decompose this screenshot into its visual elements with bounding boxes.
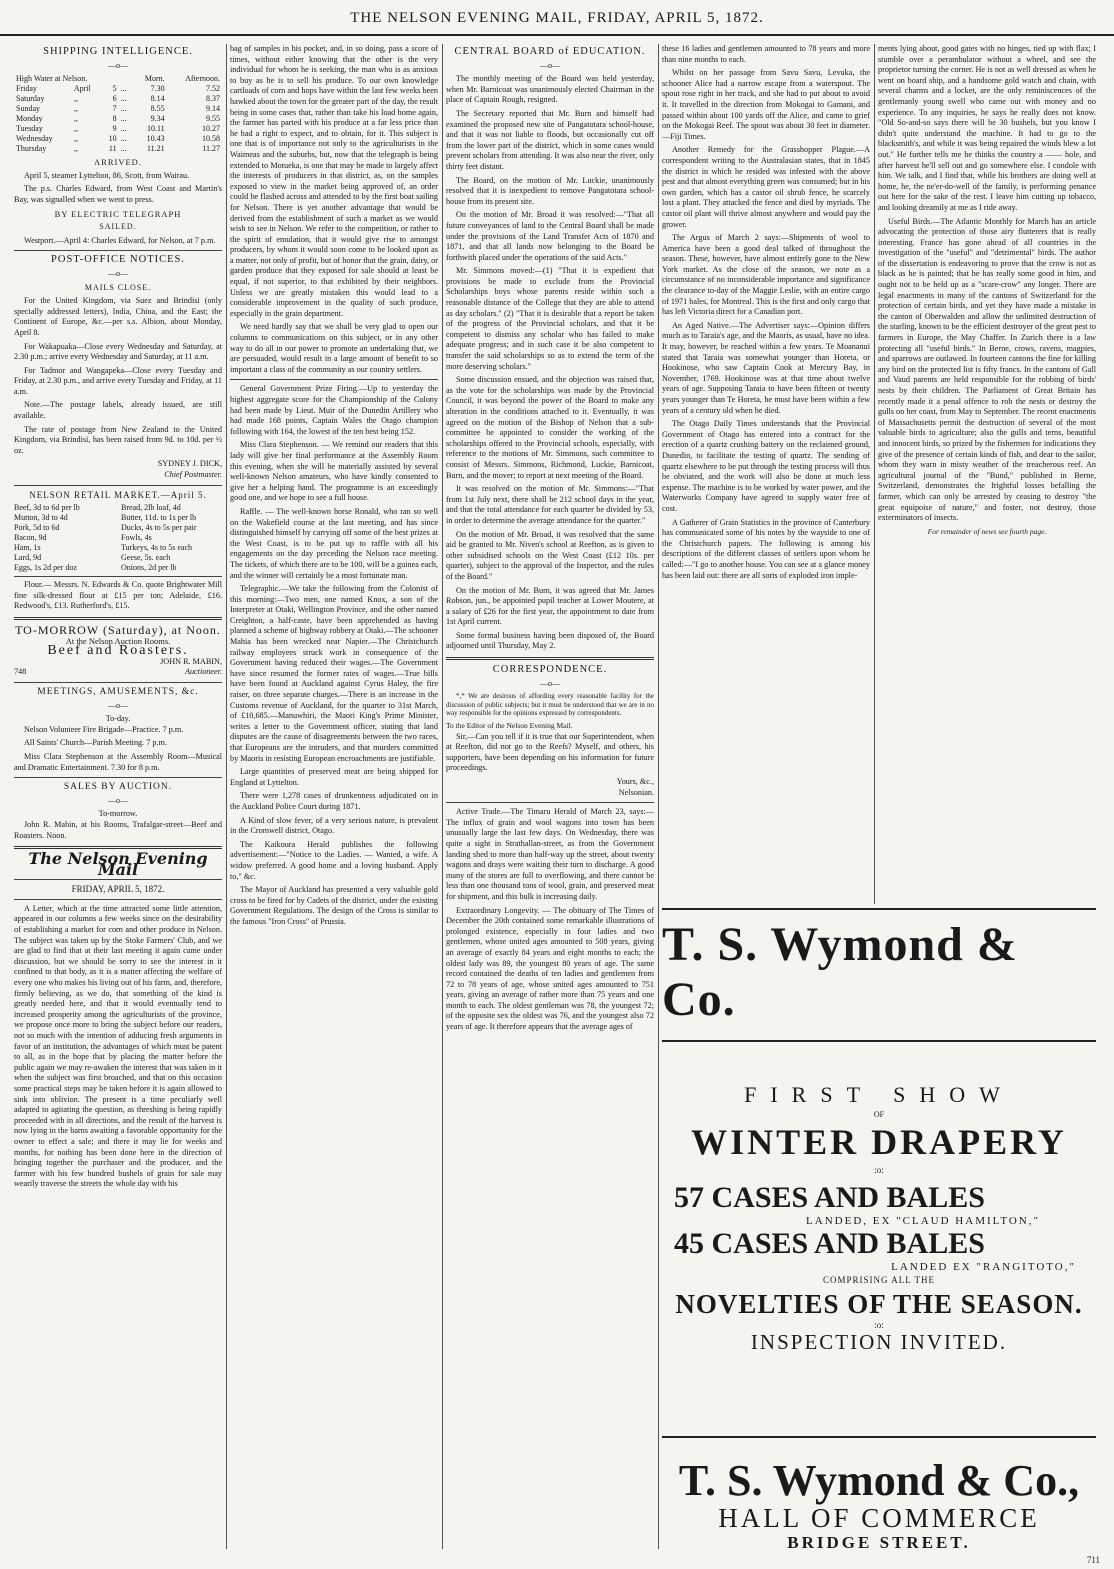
news-item: Useful Birds.—The Atlantic Monthly for March has an article advocating the protection of those airy flutterers that is really interesting. France has gone ahead of all countries in the investigation of the "useful" and "detrimental" birds. The author of the dissertation is endeavoring to prove that the crow is not as black as he is painted; that he has really some good in him, and ought not to be held up as a "scare-crow" any longer. There are legal enactments in many of the cantons of Switzerland for the protection of certain birds, and yet they have made a mistake in the canton of Oberwalden and allow the unlimited destruction of the starling, known to be the efficient destroyer of the great pest to farmers in Europe, the May Chaffer. In Zurich there is a law protecting all "useful birds." In Berne, crows, ravens, magpies, and sparrows are outlawed. In fourteen cantons the fine for killing any bird on the protected list is fifty francs. In the cantons of Gall and Vaud parents are held responsible for the robbing of birds' nests by their children. The Parliament of Great Britain has recently made it a penal offence to rob the nests or destroy the gulls on her coast, from May to September. The recent enactments of Massachusetts permit the destruction of several of the most valuable birds to agriculture; also the gulls and terns, beautiful and innocent birds, so prized by the fishermen for indications they give of the presence of certain kinds of fish, and dear to the sailor, whom they warn in misty weather of the treacherous reef. An agricultural journal of the "Bund," published in Berne, Switzerland, demonstrates the frightful losses befalling the farmer, which can only be arrested by ceasing to destroy "the great equipoise of nature," and foster, not destroy, those exterminators of insects.: [878, 216, 1096, 523]
column-rule: [874, 44, 875, 904]
news-item: Miss Clara Stephenson. — We remind our readers that this lady will give her final performance at the Assembly Room this evening, when she will be materially assisted by several well-known Nelson amateurs, who have kindly consented to give her a helping hand. The programme is an exceedingly good one, and we hope to see a full house.: [230, 440, 438, 503]
shipping-title: SHIPPING INTELLIGENCE.: [43, 46, 193, 57]
news-item: A Gatherer of Grain Statistics in the province of Canterbury has communicated some of his notes by the wayside to one of the Christchurch papers. The following is among his descriptions of the different classes of settlers upon whom he called:—"I go to another house. You can see at a glance money has been laid out: there are all sorts of exploded iron imple-: [662, 517, 870, 580]
market-item: Bread, 2lb loaf, 4d: [121, 503, 181, 513]
news-item: ments lying about, good gates with no hinges, tied up with flax; I stumble over a perambulator without a wheel, and see the proprietor turning the corner. He is not as well dressed as when he went on board ship, and a handsome gold watch and chain, with several charms and a locket, are the only reminiscences of the gentlemanly young swell who came out with money and no experience. To any inquiries, he says he really does not know. "Old So-and-so says there will be 30 bushels, but you know I didn't quite understand the machine. It had to go to the blacksmith's, and while it was being repaired the winds blew a lot out." He further tells me he thinks the country a —— hole, and after harvest he'll sell out and go somewhere else. I condole with him. We talk, and I find that, while his brothers are doing well at home, he, the ne'er-do-well of the family, is performing penance out here for the sake of the rest. I leave him cutting up tobacco, and looking dreamily at me as I ride away.: [878, 44, 1096, 212]
market-item: Ham, 1s: [14, 543, 41, 553]
ad-separator: :o:: [874, 1320, 884, 1330]
market-prices: [14, 503, 222, 577]
editorial-paragraph: bag of samples in his pocket, and, in so doing, pass a score of times, without either knowing that the other is the very individual for whom he is seeking, the man who is as anxious to buy as he is to sell his produce. To our own knowledge cartloads of corn and hops have within the last few weeks been hawked about the town for the greater part of the day, the result being in some cases that, rather than take his load home again, the farmer has parted with his produce at a far less price than he had a right to expect, and to obtain, for it. This subject is one that is of importance not only to the agriculturists in the Waimeas and the suburbs, but, now that the telegraph is being extended to Motueka, is one that may be made to largely affect the interests of producers in that district, as, on the samples exposed to view in the market being approved of, an order could be flashed across and attended to by the first boat sailing for Nelson. There is yet another advantage that would be derived from the establishment of such a market as we would wish to see in Nelson. We refer to the competition, or rather to the spirit of emulation, that it would give rise to amongst producers, by whom it would soon come to be looked upon as a matter, not only of profit, but of honor that the grain, dairy, or garden produce that they exposed for sale should at least be equal, if not superior, to that exhibited by their neighbors. Unless we are greatly mistaken this would lead to a considerable improvement in the quality of such produce, especially in the grain department.: [230, 44, 438, 318]
news-item: An Aged Native.—The Advertiser says:—Opinion differs much as to Taraia's age, and the Maoris, as usual, have no idea. It may, however, be reached within a few years. Te Moananui stated that Taraia was somewhat younger than Horeta, or Hookinose, who saw Captain Cook at Mercury Bay, in November, 1769. Hookinose was at that time about twelve years of age. Supposing Taraia to have been fifteen or twenty years younger than Te Horeta, he must have been within a few years of a century old when he died.: [662, 320, 870, 415]
news-item: Telegraphic.—We take the following from the Colonist of this morning:—Two men, one named Knox, a son of the Interpreter at Otaki, Wellington Province, and the other named Creighton, a half-caste, have been apprehended as having planned a scheme of highway robbery at Otaki.—The schooner Mahia has been wrecked near Napier.—The Christchurch railway employees struck work in consequence of the Government having reduced their wages.—The Government have since resumed the former rates of wages.—True bills have been found at Auckland against Cyrus Haley, the fire raiser, on three separate charges.—There is an increase in the Customs revenue of Auckland, for the quarter to 31st March, of £10,685.—Manuwhiri, the Maori King's Prime Minister, writes a letter to the Government officer, stating that land disputes are the cause of disagreements between the two races, that Europeans are the intruders, and that murders committed by Maoris in resisting European encroachments are justifiable.: [230, 584, 438, 763]
board-paragraph: Some formal business having been disposed of, the Board adjourned until Thursday, May 2.: [446, 630, 654, 651]
auction-footer: [14, 667, 222, 678]
tide-table: [14, 74, 222, 154]
divider: [14, 899, 222, 900]
separator: —o—: [540, 60, 560, 70]
board-paragraph: On the motion of Mr. Broad, it was resolved that the same aid be granted to Mr. Niven's school at Reefton, as is given to other subsidised schools on the West Coast (£12 10s. per quarter), subject to the approval of the Inspector, and the rules of the Board.": [446, 529, 654, 581]
column-rule: [442, 44, 443, 1549]
charles-edward-text: The p.s. Charles Edward, from West Coast and Martin's Bay, was signalled when we went to press.: [14, 184, 222, 204]
market-right: [121, 503, 222, 573]
tide-row: Monday ,, 8 ... 9.34 9.55: [16, 114, 220, 124]
news-item: The Kaikoura Herald publishes the following advertisement:—"Notice to the Ladies. — Wanted, a wife. A widow preferred. A good home and a loving husband. Apply to," &c.: [230, 839, 438, 881]
news-item: A Kind of slow fever, of a very serious nature, is prevalent in the Cromwell district, Otago.: [230, 815, 438, 836]
board-paragraph: The Board, on the motion of Mr. Luckie, unanimously resolved that it is inexpedient to remove Pangatotara school-house from its present site.: [446, 175, 654, 206]
board-paragraph: Some discussion ensued, and the objection was raised that, as the vote for the scholarships was made by the Provincial Council, it was beyond the power of the Board to make any alteration in the conditions attached to it. Eventually, it was agreed on the motion of the Bishop of Nelson that a sub-committee be appointed to consider the working of the scholarships offered to the Provincial schools, especially, with reference to the motions of Mr. Simmons, such committee to consist of Messrs. Simmons, Richmond, Luckie, Barnicoat, Burn, and the mover; to report at next meeting of the Board.: [446, 375, 654, 480]
board-paragraph: Mr. Simmons moved:—(1) "That it is expedient that provisions be made to exclude from the Provincial Scholarships boys whose parents reside within such a reasonable distance of the College that they are able to attend as day scholars." (2) "That it is desirable that a report be taken of the progress of the Provincial scholars, and that it be competent to dismiss any scholar who has failed to make adequate progress; and in such case it be also competent to transfer the said scholarships so as to extend the term of the more deserving scholars.": [446, 266, 654, 371]
sales-title: SALES BY AUCTION.: [63, 782, 173, 793]
separator: —o—: [108, 60, 128, 70]
market-item: Geese, 5s. each: [121, 553, 171, 563]
correspondence-to: To the Editor of the Nelson Evening Mail.: [446, 721, 573, 731]
market-item: Turkeys, 4s to 5s each: [121, 543, 193, 553]
tide-header-label: High Water at Nelson.: [16, 74, 88, 84]
tide-row: Sunday ,, 7 ... 8.55 9.14: [16, 104, 220, 114]
news-item: There were 1,278 cases of drunkenness adjudicated on in the Auckland Police Court during 1871.: [230, 791, 438, 811]
of-label: OF: [873, 1110, 885, 1119]
auction-tomorrow: TO-MORROW (Saturday), at Noon.: [15, 623, 221, 637]
tide-row: Tuesday ,, 9 ... 10.11 10.27: [16, 124, 220, 134]
auction-rooms: At the Nelson Auction Rooms.: [65, 635, 171, 646]
sale-item: John R. Mabin, at his Rooms, Trafalgar-street—Beef and Roasters. Noon.: [14, 819, 222, 840]
meeting-item: Nelson Volunteer Fire Brigade—Practice. 7 p.m.: [24, 724, 184, 734]
board-paragraph: The monthly meeting of the Board was held yesterday, when Mr. Barnicoat was unanimously elected Chairman in the place of Captain Rough, resigned.: [446, 74, 654, 105]
column-3: [446, 44, 654, 1549]
flour-quote: Flour.— Messrs. N. Edwards & Co. quote Brightwater Mill fine silk-dressed flour at £15 per ton; Adelaide, £16. Redwood's, £13. Rutherford's, £15.: [14, 580, 222, 611]
tide-row: Friday April 5 ... 7.30 7.52: [16, 84, 220, 94]
post-notice: For the United Kingdom, via Suez and Brindisi (only specially addressed letters), India, China, and the East; the Continent of Europe, &c.—per s.s. Albion, about Monday, April 8.: [14, 296, 222, 337]
correspondence-title: CORRESPONDENCE.: [492, 664, 608, 676]
separator: —o—: [540, 678, 560, 688]
board-paragraph: On the motion of Mr. Burn, it was agreed that Mr. James Robson, jun., be appointed pupil teacher at Lower Moutere, at a salary of £26 for the first year, the appointment to date from 1st April current.: [446, 585, 654, 627]
wymond-address-ad: [662, 1436, 1096, 1550]
cases-57: 57 CASES AND BALES: [674, 1181, 985, 1214]
column-rule: [226, 44, 227, 1549]
auctioneer-role: Auctioneer.: [184, 667, 222, 677]
tide-header-morn: Morn.: [144, 74, 165, 84]
divider: [230, 379, 438, 380]
news-item: Whilst on her passage from Savu Savu, Levuka, the schooner Alice had a narrow escape from a waterspout. The spout rose right in her track, and she had to put about to avoid it. It travelled in the direction from Mokogai to Gamani, and passed within about 100 yards off the Alice, and came to grief on the Mokogai Reef. The spout was about 30 feet in diameter.—Fiji Times.: [662, 68, 870, 141]
market-item: Ducks, 4s to 5s per pair: [121, 523, 197, 533]
board-paragraph: The Secretary reported that Mr. Burn and himself had examined the proposed new site of Pangatotara school-house, and that it was not liable to floods, but occasionally cut off from the lower part of the district, which in some cases would prevent scholars from attending. It was also near the river, only thirty feet distant.: [446, 108, 654, 171]
meeting-item: Miss Clara Stephenson at the Assembly Room—Musical and Dramatic Entertainment. 7.30 for 8 p.m.: [14, 751, 222, 772]
correspondence-note: *,* We are desirous of affording every reasonable facility for the discussion of public subjects; but it must be understood that we are in no way responsible for the opinions expressed by correspondents.: [446, 692, 654, 718]
divider: [14, 617, 222, 620]
market-left: [14, 503, 115, 573]
correspondence-signature: Nelsonian.: [618, 787, 654, 797]
editorial-paragraph: A Letter, which at the time attracted some little attention, appeared in our columns a few weeks since on the desirability of establishing a market for corn and other produce in Nelson. The subject was taken up by the Stoke Farmers' Club, and we are glad to find that at their last meeting it again came under discussion, but we should be sorry to see the interest in it confined to that body, as it is a matter affecting the welfare of every one who makes his living out of his farm, and, therefore, firmly believing, as we do, that something of the kind is greatly needed here, and that it would eventually tend to increased prosperity among the agriculturists of the province, we propose once more to bring the subject before our readers, not so much with the intention of adducing fresh arguments in favor of an institution, the advantages of which must be patent to all, as in the hope that by placing the matter before the public again we may re-awaken the interest that was taken in it when the subject was first broached, and that on this occasion some practical steps may be taken before it is again allowed to sink into oblivion. The present is a time peculiarly well adapted to agitating the question, as threshing is being rapidly proceeded with in all directions, and the result of the harvest is now lying in the barns awaiting a favorable opportunity for the owner to effect a sale; and there it may lie for weeks and months, for nothing has been done here in the direction of bringing together the purchaser and the producer, and the farmer with his few hundred bushels of grain for sale may wearily traverse the streets the whole day with his: [14, 903, 222, 1189]
market-item: Pork, 5d to 6d: [14, 523, 60, 533]
editorial-paragraph: We need hardly say that we shall be very glad to open our columns to communications on this subject, or in any other way to do all in our power to promote an undertaking that, we are persuaded, would result in a large amount of benefit to so important a class of the community as our country settlers.: [230, 322, 438, 374]
mails-close-title: MAILS CLOSE.: [84, 282, 152, 292]
market-item: Fowls, 4s: [121, 533, 152, 543]
inspection-invited: INSPECTION INVITED.: [750, 1330, 1008, 1354]
landed-rangitoto: LANDED EX "RANGITOTO,": [891, 1261, 1076, 1273]
column-5: [878, 44, 1096, 904]
page-number: 711: [1086, 1555, 1100, 1565]
divider: [14, 250, 222, 251]
paper-date: FRIDAY, APRIL 5, 1872.: [71, 884, 165, 895]
board-paragraph: It was resolved on the motion of Mr. Simmons:—"That from 1st July next, there shall be 212 school days in the year, and that the total attendance for each quarter be divided by 53, in order to determine the average attendance for the quarter.": [446, 484, 654, 525]
market-item: Bacon, 9d: [14, 533, 47, 543]
market-title: NELSON RETAIL MARKET.—April 5.: [29, 489, 207, 500]
wymond-name: T. S. Wymond & Co.,: [678, 1456, 1080, 1505]
telegraph-title: BY ELECTRIC TELEGRAPH: [54, 208, 182, 219]
news-item: Raffle. — The well-known horse Ronald, who ran so well on the Wakefield course at the last meeting, and has since distinguished himself by carrying off some of the best prizes at the West Coast, is to be put up to raffle with all his engagements on the day preceding the Nelson race meeting. The tickets, of which there are to be 100, will be a guinea each, and the winner will certainly be a most fortunate man.: [230, 506, 438, 580]
column-rule: [658, 44, 659, 1549]
meetings-today: To-day.: [105, 714, 131, 724]
tide-row: Thursday ,, 11 ... 11.21 11.27: [16, 144, 220, 154]
sailed-text: Westport.—April 4: Charles Edward, for Nelson, at 7 p.m.: [24, 235, 216, 245]
divider: [14, 879, 222, 880]
news-item: The Otago Daily Times understands that the Provincial Government of Otago has entered into a contract for the erection of a quartz crushing battery on the reclaimed ground, Dunedin, to facilitate the testing of quartz. The sending of quartz elsewhere to be put through the testing process will thus be obviated, and the work will also be done at much less expense. The machine is to be worked by water power, and the Waterworks Company have agreed to supply water free of cost.: [662, 419, 870, 513]
novelties-heading: NOVELTIES OF THE SEASON.: [675, 1289, 1083, 1319]
news-item: Active Trade.—The Timaru Herald of March 23, says:—The influx of grain and wool wagons into town has been unusually large the last few days. On Wednesday, there was quite a sight in Strathallan-street, as from the Government landing shed to more than half-way up the street, about twenty wagons and drays were waiting their turn to discharge. A good many of the stores are full to overflowing, and there cannot be less than one thousand tons of wool, grain, and preserved meat for shipment, and this bulk is increasing daily.: [446, 807, 654, 901]
separator: —o—: [108, 268, 128, 278]
correspondence-letter: Sir,—Can you tell if it is true that our Superintendent, when at Reefton, did not go to the Reefs? Myself, and others, his supporters, have been depending on his information for future proceedings.: [446, 731, 654, 773]
sales-tomorrow: To-morrow.: [98, 809, 138, 819]
news-item: Extraordinary Longevity. — The obituary of The Times of December the 20th contained some remarkable illustrations of prolonged existence, especially in four ladies and two gentlemen, whose united ages amounted to 508 years, giving an average of exactly 84 years and eight months to each; the oldest lady was 89, the youngest 80 years of age. The same record contained the deaths of ten ladies and gentlemen from 72 to 78 years of age, whose united ages amounted to 751 years, giving an average of rather more than 75 years and one month to each. The oldest gentleman was 78, the youngest 72; of the opposite sex the oldest was 76, and the youngest also 72 years of age. It therefore appears that the average ages of: [446, 905, 654, 1032]
column-2: [230, 44, 438, 1549]
separator: —o—: [108, 795, 128, 805]
divider: [14, 682, 222, 683]
tide-row: Saturday ,, 6 ... 8.14 8.37: [16, 94, 220, 104]
ad-number: 748: [14, 667, 27, 677]
auctioneer-name: JOHN R. MABIN,: [160, 656, 222, 666]
winter-drapery-heading: WINTER DRAPERY: [691, 1122, 1067, 1162]
divider: [446, 657, 654, 660]
market-item: Eggs, 1s 2d per doz: [14, 563, 77, 573]
board-title: CENTRAL BOARD of EDUCATION.: [454, 46, 646, 57]
market-item: Butter, 11d. to 1s per lb: [121, 513, 197, 523]
winter-drapery-ad: [662, 1040, 1096, 1422]
news-item: The Mayor of Auckland has presented a very valuable gold cross to be fired for by Cadets of the district, under the existing Government Regulations. The design of the Cross is similar to the famous "Iron Cross" of Prussia.: [230, 885, 438, 926]
arrived-text: April 5, steamer Lyttelton, 86, Scott, from Wairau.: [24, 170, 190, 180]
postmaster-role: Chief Postmaster.: [164, 470, 222, 480]
market-item: Beef, 3d to 6d per lb: [14, 503, 80, 513]
wymond-ad-banner: T. S. Wymond & Co.: [662, 908, 1096, 1034]
ad-separator: :o:: [874, 1165, 884, 1175]
post-title: POST-OFFICE NOTICES.: [51, 254, 185, 266]
meetings-title: MEETINGS, AMUSEMENTS, &c.: [37, 686, 199, 697]
bridge-street: BRIDGE STREET.: [787, 1533, 971, 1552]
post-notice: The rate of postage from New Zealand to the United Kingdom, via Brindisi, has been raised from 9d. to 10d. per ½ oz.: [14, 424, 222, 455]
landed-claud-hamilton: LANDED, EX "CLAUD HAMILTON,": [806, 1215, 1040, 1227]
tide-header-afternoon: Afternoon.: [185, 74, 220, 84]
masthead: THE NELSON EVENING MAIL, FRIDAY, APRIL 5, 1872.: [0, 0, 1114, 36]
tide-row: Wednesday ,, 10 ... 10.43 10.58: [16, 134, 220, 144]
news-item: Another Remedy for the Grasshopper Plague.—A correspondent writing to the Australasian states, that in 1845 the district in which he resided was infested with the above pest and that almost everything green was consumed; but in his own garden, which has a castor oil shrub fence, he scarcely lost a plant. They attacked the fence and died by myriads. The castor oil plant will thrive almost anywhere and would pay the grower.: [662, 145, 870, 229]
sailed-title: SAILED.: [99, 222, 137, 232]
postmaster-name: SYDNEY J. DICK,: [157, 459, 222, 469]
cases-45: 45 CASES AND BALES: [674, 1227, 985, 1260]
post-notice: For Tadmor and Wangapeka—Close every Tuesday and Friday, at 2.30 p.m., and arrive every Tuesday and Friday, at 11 a.m.: [14, 365, 222, 396]
paper-nameplate: The Nelson Evening Mail: [28, 849, 208, 879]
column-1: [14, 44, 222, 1549]
divider: [14, 777, 222, 778]
column-4: [662, 44, 870, 904]
hall-of-commerce: HALL OF COMMERCE: [718, 1503, 1040, 1533]
post-notice: Note.—The postage labels, already issued, are still available.: [14, 400, 222, 421]
board-paragraph: On the motion of Mr. Broad it was resolved:—"That all future conveyances of land to the Central Board shall be made under the provisions of the Land Transfer Acts of 1870 and 1871, and that all lands now belonging to the Board be forthwith placed under the operations of the said Acts.": [446, 210, 654, 262]
correspondence-yours: Yours, &c.,: [616, 777, 654, 786]
divider: [14, 485, 222, 486]
news-item: these 16 ladies and gentlemen amounted to 78 years and more than nine months to each.: [662, 44, 870, 64]
first-show-heading: FIRST SHOW: [744, 1082, 1014, 1107]
comprising-label: COMPRISING ALL THE: [822, 1275, 935, 1285]
market-item: Mutton, 3d to 4d: [14, 513, 68, 523]
meeting-item: All Saints' Church—Parish Meeting. 7 p.m.: [24, 738, 167, 748]
post-notice: For Wakapuaka—Close every Wednesday and Saturday, at 2.30 p.m.; arrive every Wednesday and Saturday, at 11 a.m.: [14, 341, 222, 362]
market-item: Onions, 2d per lb: [121, 563, 177, 573]
market-item: Lard, 9d: [14, 553, 42, 563]
remainder-note: For remainder of news see fourth page.: [927, 526, 1047, 536]
news-item: General Government Prize Firing.—Up to yesterday the highest aggregate score for the Championship of the Colony had been made by Lieut. Muir of the Dunedin Artillery who had made 168 points, Captain Wales the Otago champion following with 164, the lowest of the ten best being 152.: [230, 384, 438, 436]
separator: —o—: [108, 700, 128, 710]
news-item: Large quantities of preserved meat are being shipped for England at Lyttelton.: [230, 767, 438, 787]
arrived-title: ARRIVED.: [94, 157, 142, 168]
news-item: The Argus of March 2 says:—Shipments of wool to America have been a good deal talked of throughout the season. These, however, have almost entirely gone to the New York market. As the close of the season, we note as a circumstance of no inconsiderable importance and significance the clearance to-day of the Maggie Leslie, with an entire cargo of 1971 bales, for Montreal. This is the first and only cargo that has left Victoria direct for a Canadian port.: [662, 233, 870, 317]
auction-goods: Beef and Roasters.: [47, 643, 189, 659]
divider: [446, 802, 654, 803]
